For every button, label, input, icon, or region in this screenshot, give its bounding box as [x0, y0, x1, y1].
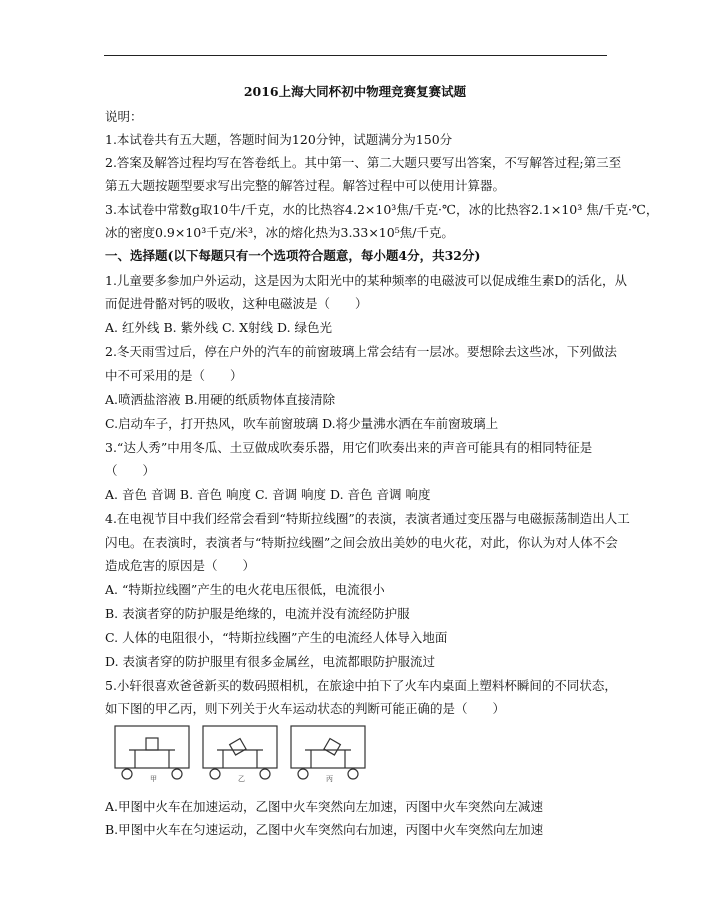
instructions-heading: 说明： [105, 109, 143, 124]
q4-option-b: B. 表演者穿的防护服是绝缘的，电流并没有流经防护服 [105, 606, 410, 621]
q3-stem-b: （ ） [105, 463, 156, 478]
q1-options: A. 红外线 B. 紫外线 C. X射线 D. 绿色光 [105, 320, 333, 335]
q5-stem-a: 5.小轩很喜欢爸爸新买的数码照相机，在旅途中拍下了火车内桌面上塑料杯瞬间的不同状态， [105, 678, 617, 693]
q2-stem-b: 中不可采用的是（ ） [105, 368, 243, 383]
q4-stem-a: 4.在电视节目中我们经常会看到“特斯拉线圈”的表演，表演者通过变压器与电磁振荡制造出人工 [105, 511, 630, 526]
section-1-heading: 一、选择题(以下每题只有一个选项符合题意，每小题4分，共32分) [105, 248, 481, 263]
q2-stem-a: 2.冬天雨雪过后，停在户外的汽车的前窗玻璃上常会结有一层冰。要想除去这些冰，下列做法 [105, 344, 617, 359]
train-cup-figure [105, 720, 370, 784]
q3-stem-a: 3.“达人秀”中用冬瓜、土豆做成吹奏乐器，用它们吹奏出来的声音可能具有的相同特征是 [105, 440, 593, 455]
q4-option-a: A. “特斯拉线圈”产生的电火花电压很低，电流很小 [105, 582, 385, 597]
q3-options: A. 音色 音调 B. 音色 响度 C. 音调 响度 D. 音色 音调 响度 [105, 487, 431, 502]
instruction-3b: 冰的密度0.9×10³千克/米³，冰的熔化热为3.33×10⁵焦/千克。 [105, 225, 454, 240]
q4-option-c: C. 人体的电阻很小，“特斯拉线圈”产生的电流经人体导入地面 [105, 630, 448, 645]
instruction-2b: 第五大题按题型要求写出完整的解答过程。解答过程中可以使用计算器。 [105, 178, 506, 193]
train-car-bing [291, 726, 365, 783]
train-car-yi [203, 726, 277, 783]
q5-option-b: B.甲图中火车在匀速运动，乙图中火车突然向右加速，丙图中火车突然向左加速 [105, 822, 544, 837]
q2-options-b: C.启动车子，打开热风，吹车前窗玻璃 D.将少量沸水洒在车前窗玻璃上 [105, 416, 499, 431]
instruction-2a: 2.答案及解答过程均写在答卷纸上。其中第一、第二大题只要写出答案，不写解答过程;第三至 [105, 155, 622, 170]
q5-stem-b: 如下图的甲乙丙，则下列关于火车运动状态的判断可能正确的是（ ） [105, 701, 506, 716]
q5-option-a: A.甲图中火车在加速运动，乙图中火车突然向左加速，丙图中火车突然向左减速 [105, 799, 544, 814]
page-title: 2016上海大同杯初中物理竞赛复赛试题 [243, 84, 467, 99]
q1-stem-b: 而促进骨骼对钙的吸收，这种电磁波是（ ） [105, 296, 368, 311]
q2-options-a: A.喷洒盐溶液 B.用硬的纸质物体直接清除 [105, 392, 336, 407]
fig-label-jia: 甲 [150, 775, 157, 783]
fig-label-yi: 乙 [238, 775, 245, 783]
train-car-jia [115, 726, 189, 783]
instruction-3a: 3.本试卷中常数g取10牛/千克，水的比热容4.2×10³焦/千克·℃，冰的比热容2.1×10³ 焦/千克·℃， [105, 202, 659, 217]
fig-label-bing: 丙 [326, 775, 333, 783]
q4-stem-b: 闪电。在表演时，表演者与“特斯拉线圈”之间会放出美妙的电火花，对此，你认为对人体不会 [105, 535, 618, 550]
q4-stem-c: 造成危害的原因是（ ） [105, 558, 256, 573]
q1-stem-a: 1.儿童要多参加户外运动，这是因为太阳光中的某种频率的电磁波可以促成维生素D的活化，从 [105, 273, 627, 288]
instruction-1: 1.本试卷共有五大题，答题时间为120分钟，试题满分为150分 [105, 132, 453, 147]
q4-option-d: D. 表演者穿的防护服里有很多金属丝，电流都眼防护服流过 [105, 654, 436, 669]
header-rule [104, 55, 607, 56]
